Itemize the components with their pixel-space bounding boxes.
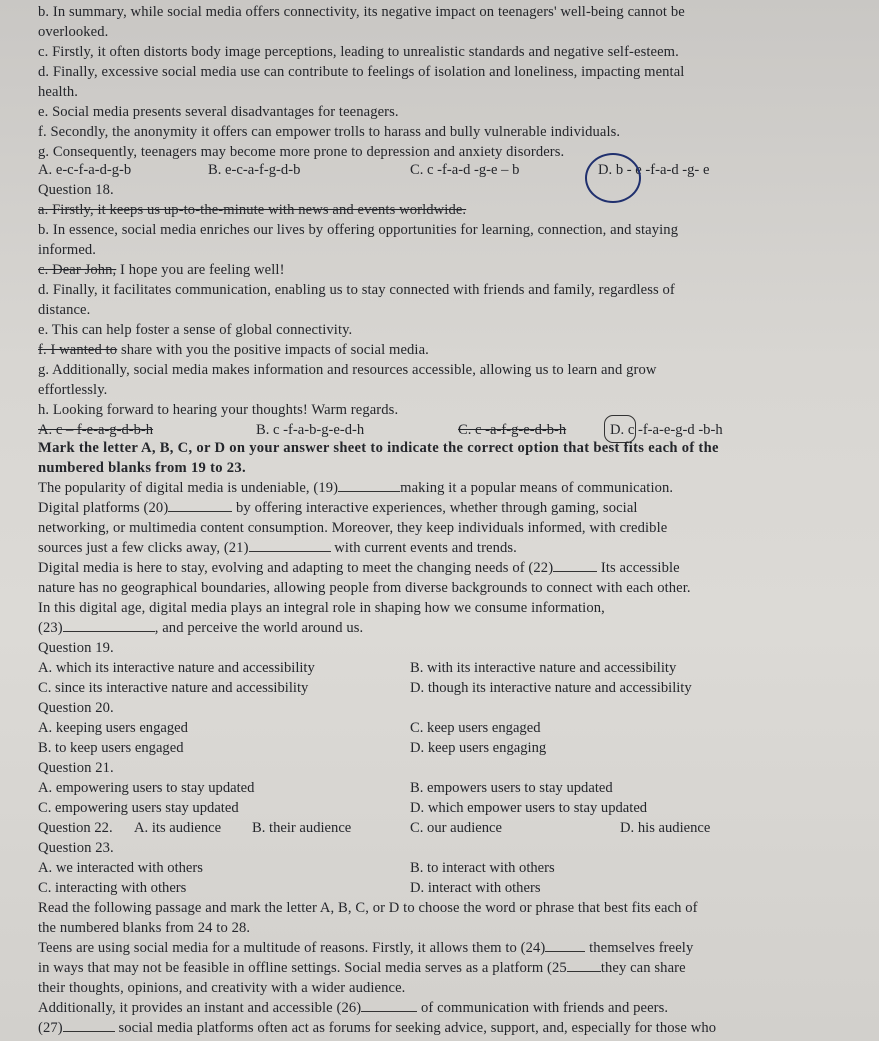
passage2-line-3: their thoughts, opinions, and creativity with a wider audience. [38,980,406,996]
q18-sentence-f-rest: share with you the positive impacts of social media. [117,342,429,358]
passage2-line-4-start: Additionally, it provides an instant and accessible (26) [38,1000,362,1016]
passage2-line-4 [38,999,668,1017]
passage-line-2-end: by offering interactive experiences, whether through gaming, social [232,500,638,516]
blank-23[interactable] [63,619,155,632]
q17-sentence-b-cont: overlooked. [38,24,109,40]
q18-option-a[interactable]: A. c – f-e-a-g-d-b-h [38,422,154,438]
q20-option-c[interactable]: C. keep users engaged [410,720,541,736]
passage-line-4-end: with current events and trends. [330,540,517,556]
blank-21[interactable] [249,539,331,552]
q17-sentence-f: f. Secondly, the anonymity it offers can empower trolls to harass and bully vulnerable individuals. [38,124,621,140]
q19-option-d[interactable]: D. though its interactive nature and accessibility [410,680,692,696]
q17-option-b[interactable]: B. e-c-a-f-g-d-b [208,162,301,178]
q23-option-b[interactable]: B. to interact with others [410,860,555,876]
q22-label: Question 22. [38,820,113,836]
q18-sentence-c-rest: I hope you are feeling well! [116,262,285,278]
q18-option-c[interactable]: C. c -a-f-g-e-d-b-h [458,422,567,438]
passage2-line-2-start: in ways that may not be feasible in offline settings. Social media serves as a platform (25 [38,960,567,976]
q18-sentence-b-cont: informed. [38,242,97,258]
q17-sentence-b: b. In summary, while social media offers connectivity, its negative impact on teenagers' well-being cannot be [38,4,685,20]
blank-26[interactable] [361,999,417,1012]
q18-label: Question 18. [38,182,114,198]
q19-option-a[interactable]: A. which its interactive nature and accessibility [38,660,315,676]
passage2-line-5 [38,1019,716,1037]
q23-option-d[interactable]: D. interact with others [410,880,541,896]
q18-sentence-f-struck: f. I wanted to [38,342,118,358]
q18-sentence-e: e. This can help foster a sense of global connectivity. [38,322,353,338]
q19-label: Question 19. [38,640,114,656]
passage-line-5-end: Its accessible [597,560,680,576]
q21-option-b[interactable]: B. empowers users to stay updated [410,780,613,796]
passage2-line-1 [38,939,693,957]
passage-line-5 [38,559,680,577]
passage-line-4-start: sources just a few clicks away, (21) [38,540,249,556]
passage-line-1-end: making it a popular means of communication. [400,480,674,496]
q23-option-a[interactable]: A. we interacted with others [38,860,203,876]
q19-option-c[interactable]: C. since its interactive nature and accessibility [38,680,309,696]
q22-option-b[interactable]: B. their audience [252,820,352,836]
blank-25[interactable] [567,959,601,972]
q18-sentence-c-struck: c. Dear John, [38,262,117,278]
q18-sentence-f [38,341,429,359]
q21-label: Question 21. [38,760,114,776]
blank-27[interactable] [63,1019,115,1032]
passage2-line-5-start: (27) [38,1020,63,1036]
passage-line-5-start: Digital media is here to stay, evolving and adapting to meet the changing needs of (22) [38,560,554,576]
q18-sentence-d: d. Finally, it facilitates communication, enabling us to stay connected with friends and family, regardless of [38,282,675,298]
passage2-line-2 [38,959,686,977]
q17-sentence-e: e. Social media presents several disadvantages for teenagers. [38,104,399,120]
passage-line-1-start: The popularity of digital media is undeniable, (19) [38,480,339,496]
q20-option-d[interactable]: D. keep users engaging [410,740,547,756]
passage-line-4 [38,539,517,557]
q18-sentence-c [38,261,285,279]
q20-option-a[interactable]: A. keeping users engaged [38,720,188,736]
blank-24[interactable] [545,939,585,952]
q18-option-b[interactable]: B. c -f-a-b-g-e-d-h [256,422,365,438]
q18-sentence-g-cont: effortlessly. [38,382,108,398]
q19-option-b[interactable]: B. with its interactive nature and accessibility [410,660,677,676]
blank-22[interactable] [553,559,597,572]
q18-option-d[interactable]: D. c -f-a-e-g-d -b-h [610,422,723,438]
passage2-line-5-end: social media platforms often act as forums for seeking advice, support, and, especially for those who [114,1020,717,1036]
q18-sentence-d-cont: distance. [38,302,91,318]
q18-sentence-h: h. Looking forward to hearing your thoughts! Warm regards. [38,402,399,418]
q17-sentence-c: c. Firstly, it often distorts body image perceptions, leading to unrealistic standards and negative self-esteem. [38,44,679,60]
q18-sentence-a: a. Firstly, it keeps us up-to-the-minute with news and events worldwide. [38,202,467,218]
q17-sentence-d: d. Finally, excessive social media use can contribute to feelings of isolation and loneliness, impacting mental [38,64,685,80]
q22-option-d[interactable]: D. his audience [620,820,711,836]
q21-option-a[interactable]: A. empowering users to stay updated [38,780,255,796]
passage-line-2 [38,499,638,517]
passage2-line-1-start: Teens are using social media for a multitude of reasons. Firstly, it allows them to (24) [38,940,546,956]
q17-sentence-g: g. Consequently, teenagers may become more prone to depression and anxiety disorders. [38,144,565,160]
passage-line-8-start: (23) [38,620,63,636]
q17-sentence-d-cont: health. [38,84,79,100]
q22-option-a[interactable]: A. its audience [134,820,222,836]
passage-line-8 [38,619,363,637]
passage-line-6: nature has no geographical boundaries, allowing people from diverse backgrounds to connect with each other. [38,580,691,596]
instruction-24-28: Read the following passage and mark the letter A, B, C, or D to choose the word or phrase that best fits each of [38,900,698,916]
q17-option-a[interactable]: A. e-c-f-a-d-g-b [38,162,132,178]
q17-option-c[interactable]: C. c -f-a-d -g-e – b [410,162,520,178]
q22-option-c[interactable]: C. our audience [410,820,502,836]
blank-20[interactable] [168,499,232,512]
instruction-24-28-cont: the numbered blanks from 24 to 28. [38,920,251,936]
passage2-line-2-end: they can share [600,960,686,976]
q20-label: Question 20. [38,700,114,716]
q20-option-b[interactable]: B. to keep users engaged [38,740,184,756]
q23-label: Question 23. [38,840,114,856]
q21-option-d[interactable]: D. which empower users to stay updated [410,800,648,816]
passage-line-3: networking, or multimedia content consumption. Moreover, they keep individuals informed, with credible [38,520,668,536]
passage-line-7: In this digital age, digital media plays an integral role in shaping how we consume information, [38,600,605,616]
q21-option-c[interactable]: C. empowering users stay updated [38,800,239,816]
passage-line-8-end: , and perceive the world around us. [154,620,364,636]
q18-sentence-g: g. Additionally, social media makes information and resources accessible, allowing us to learn and grow [38,362,657,378]
passage-line-1 [38,479,673,497]
blank-19[interactable] [338,479,400,492]
instruction-19-23-cont: numbered blanks from 19 to 23. [38,460,246,476]
passage2-line-1-end: themselves freely [585,940,694,956]
instruction-19-23: Mark the letter A, B, C, or D on your answer sheet to indicate the correct option that best fits each of the [38,440,719,456]
passage2-line-4-end: of communication with friends and peers. [417,1000,669,1016]
q23-option-c[interactable]: C. interacting with others [38,880,187,896]
passage-line-2-start: Digital platforms (20) [38,500,169,516]
q17-option-d[interactable]: D. b - e -f-a-d -g- e [598,162,710,178]
q18-sentence-b: b. In essence, social media enriches our lives by offering opportunities for learning, connection, and staying [38,222,679,238]
